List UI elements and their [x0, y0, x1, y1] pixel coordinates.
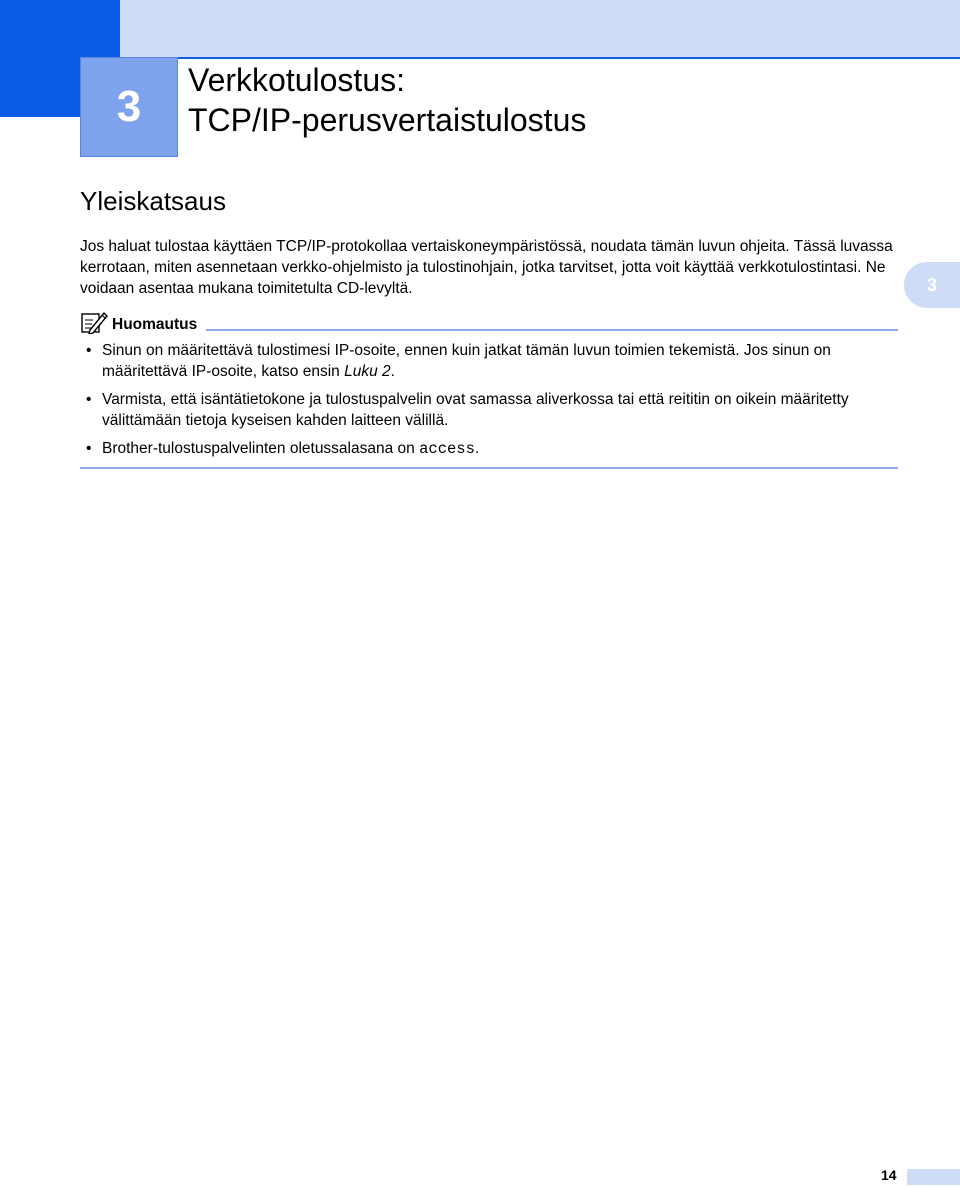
note-header: [80, 310, 898, 334]
chapter-title: [188, 60, 586, 140]
note-item-text: Sinun on määritettävä tulostimesi IP-osoite, ennen kuin jatkat tämän luvun toimien tekemistä. Jos sinun on määritettävä IP-osoite, katso ensin: [102, 342, 831, 380]
chapter-number: 3: [116, 82, 142, 131]
note-box: [80, 310, 898, 469]
list-item: [80, 389, 898, 431]
chapter-number-box: [80, 57, 178, 157]
page-number-tab: [907, 1169, 960, 1185]
chapter-side-tab: [904, 262, 960, 308]
section-heading: Yleiskatsaus: [80, 186, 226, 216]
list-item: [80, 438, 898, 460]
page-number: 14: [881, 1167, 897, 1183]
side-tab-label: 3: [926, 274, 937, 295]
note-item-text: Varmista, että isäntätietokone ja tulostuspalvelin ovat samassa aliverkossa tai että reititin on oikein määritetty välittämään tietoja kyseisen kahden laitteen välillä.: [102, 391, 849, 429]
bullet: •: [86, 342, 92, 359]
chapter-reference: Luku 2: [344, 363, 391, 380]
header-band: [120, 0, 960, 58]
chapter-title-line1: Verkkotulostus:: [188, 62, 405, 98]
note-title: Huomautus: [112, 316, 198, 333]
header-rule: [178, 57, 960, 59]
note-item-tail: .: [474, 440, 480, 457]
chapter-title-line2: TCP/IP-perusvertaistulostus: [188, 102, 587, 138]
intro-paragraph: Jos haluat tulostaa käyttäen TCP/IP-protokollaa vertaiskoneympäristössä, noudata tämän luvun ohjeita. Tässä luvassa kerrotaan, miten asennetaan verkko-ohjelmisto ja tulostinohjain, jotka tarvitset, jotta voit käyttää verkkotulostintasi. Ne voidaan asentaa mukana toimitetulta CD-levyltä.: [80, 238, 893, 297]
bullet: •: [86, 440, 92, 457]
list-item: [80, 340, 898, 382]
note-item-text: Brother-tulostuspalvelinten oletussalasana on: [102, 440, 420, 457]
note-pencil-icon: [80, 310, 108, 334]
note-bottom-rule: [80, 467, 898, 469]
note-list: [80, 340, 898, 460]
note-top-rule: [206, 329, 898, 331]
bullet: •: [86, 391, 92, 408]
default-password: access: [419, 440, 475, 458]
note-item-tail: .: [390, 363, 395, 380]
